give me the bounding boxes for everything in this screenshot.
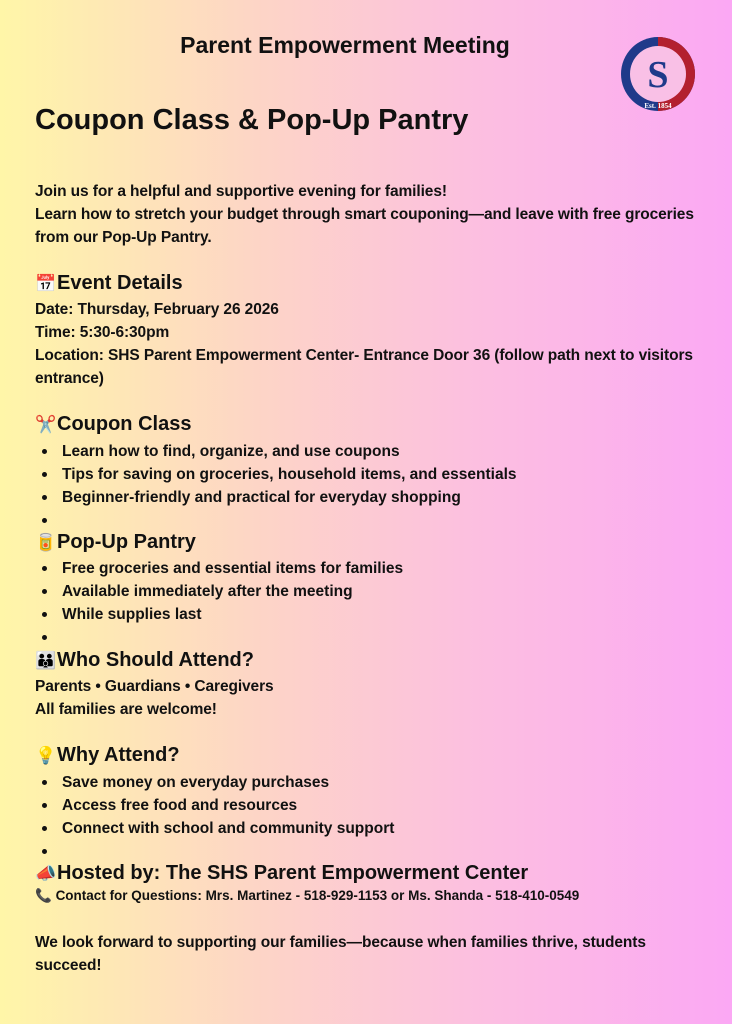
event-location: Location: SHS Parent Empowerment Center- Entrance Door 36 (follow path next to visitors entrance)	[35, 347, 693, 387]
phone-icon: 📞	[35, 888, 56, 903]
canned-food-icon: 🥫	[35, 533, 57, 552]
intro-line: Join us for a helpful and supportive evening for families!	[35, 183, 447, 200]
coupon-heading	[35, 411, 191, 438]
event-heading	[35, 270, 183, 297]
list-item: Available immediately after the meeting	[35, 580, 403, 603]
contact-line	[35, 888, 579, 904]
lightbulb-icon: 💡	[35, 746, 57, 765]
coupon-heading-text: Coupon Class	[57, 413, 192, 435]
hosted-heading	[35, 860, 528, 887]
list-item: Save money on everyday purchases	[35, 771, 394, 794]
who-line: All families are welcome!	[35, 701, 217, 718]
list-item	[35, 626, 403, 649]
closing-text: We look forward to supporting our families—because when families thrive, students succeed!	[35, 934, 646, 974]
list-item: Learn how to find, organize, and use coupons	[35, 440, 517, 463]
contact-text: Contact for Questions: Mrs. Martinez - 518-929-1153 or Ms. Shanda - 518-410-0549	[55, 888, 580, 903]
svg-text:S: S	[647, 54, 669, 96]
pantry-list	[35, 557, 403, 649]
hosted-heading-text: Hosted by: The SHS Parent Empowerment Center	[57, 862, 529, 884]
intro	[35, 180, 705, 249]
who-line: Parents • Guardians • Caregivers	[35, 678, 274, 695]
who-details	[35, 675, 705, 721]
list-item: Access free food and resources	[35, 794, 394, 817]
school-logo	[617, 35, 699, 113]
event-heading-text: Event Details	[57, 272, 183, 294]
list-item: Free groceries and essential items for families	[35, 557, 403, 580]
list-item: Tips for saving on groceries, household items, and essentials	[35, 463, 517, 486]
why-heading	[35, 742, 180, 769]
intro-line: Learn how to stretch your budget through smart couponing—and leave with free groceries from our Pop-Up Pantry.	[35, 206, 694, 246]
who-heading-text: Who Should Attend?	[57, 649, 254, 671]
pantry-heading-text: Pop-Up Pantry	[57, 531, 196, 553]
megaphone-icon: 📣	[35, 864, 57, 883]
family-icon: 👪	[35, 651, 57, 670]
event-date: Date: Thursday, February 26 2026	[35, 301, 279, 318]
who-heading	[35, 647, 254, 674]
svg-text:Est. 1854: Est. 1854	[644, 102, 672, 110]
list-item: Connect with school and community support	[35, 817, 394, 840]
why-list	[35, 771, 394, 863]
why-heading-text: Why Attend?	[57, 744, 180, 766]
meeting-heading: Parent Empowerment Meeting	[180, 32, 510, 58]
list-item: While supplies last	[35, 603, 403, 626]
event-details	[35, 298, 705, 390]
scissors-icon: ✂️	[35, 415, 57, 434]
pantry-heading	[35, 529, 196, 556]
event-time: Time: 5:30-6:30pm	[35, 324, 170, 341]
coupon-list	[35, 440, 517, 532]
list-item: Beginner-friendly and practical for everyday shopping	[35, 486, 517, 509]
page-title: Coupon Class & Pop-Up Pantry	[35, 104, 469, 136]
calendar-icon: 📅	[35, 274, 57, 293]
